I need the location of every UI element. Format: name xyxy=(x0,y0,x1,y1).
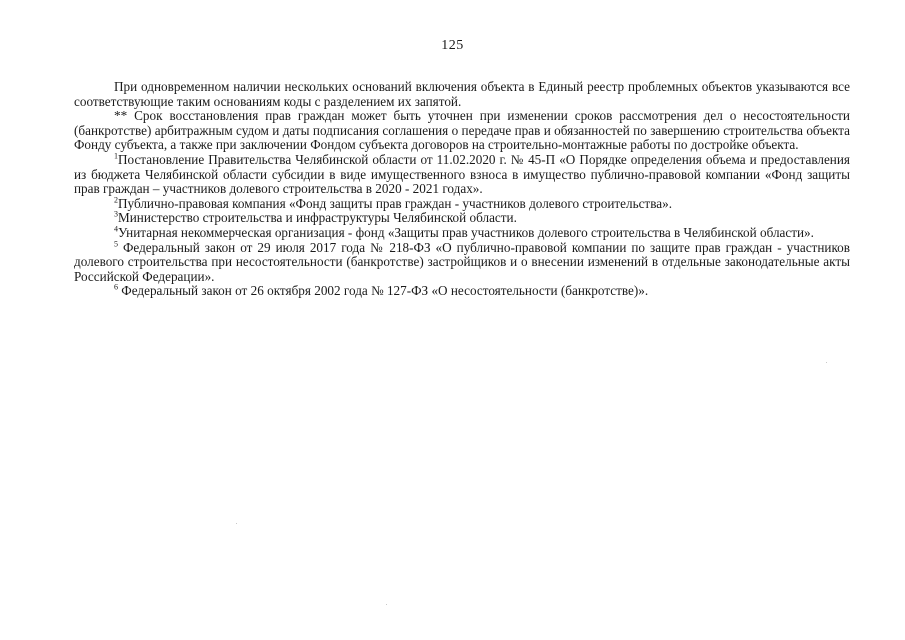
footnote-3 xyxy=(74,211,850,226)
footnote-text: Федеральный закон от 29 июля 2017 года № 218-ФЗ «О публично-правовой компании по защите прав граждан - участников долевого строительства при несостоятельности (банкротстве) застройщиков и о внесении изменений в отдельные законодательные акты Российской Федерации». xyxy=(74,239,850,284)
scan-speck xyxy=(386,604,387,605)
footnote-text: Постановление Правительства Челябинской области от 11.02.2020 г. № 45-П «О Порядке определения объема и предоставления из бюджета Челябинской области субсидии в виде имущественного взноса в имущество публично-правовой компании «Фонд защиты прав граждан – участников долевого строительства в 2020 - 2021 годах». xyxy=(74,151,850,197)
footnotes-block xyxy=(74,80,850,299)
page-number: 125 xyxy=(441,38,464,53)
footnote-text: Министерство строительства и инфраструктуры Челябинской области. xyxy=(118,210,517,226)
footnote-6 xyxy=(74,284,850,299)
paragraph-term-note xyxy=(74,109,850,153)
paragraph-codes-note xyxy=(74,80,850,109)
footnote-4 xyxy=(74,226,850,241)
footnote-5 xyxy=(74,241,850,285)
paragraph-text: ** Срок восстановления прав граждан может быть уточнен при изменении сроков рассмотрения дел о несостоятельности (банкротстве) арбитражным судом и даты подписания соглашения о передаче прав и обязанностей по завершению строительства объекта Фонду субъекта, а также при заключении Фондом субъекта договоров на строительно-монтажные работы по достройке объекта. xyxy=(74,108,850,153)
footnote-marker: 2 xyxy=(114,195,118,205)
footnote-1 xyxy=(74,153,850,197)
footnote-text: Унитарная некоммерческая организация - фонд «Защиты прав участников долевого строительства в Челябинской области». xyxy=(118,224,814,240)
footnote-marker: 6 xyxy=(114,282,118,292)
paragraph-text: При одновременном наличии нескольких оснований включения объекта в Единый реестр проблемных объектов указываются все соответствующие таким основаниям коды с разделением их запятой. xyxy=(74,79,850,109)
footnote-marker: 5 xyxy=(114,239,118,249)
footnote-text: Публично-правовая компания «Фонд защиты прав граждан - участников долевого строительства». xyxy=(118,195,672,211)
footnote-marker: 3 xyxy=(114,209,118,219)
footnote-marker: 4 xyxy=(114,224,118,234)
scan-speck xyxy=(826,362,827,363)
scan-speck xyxy=(236,523,237,524)
footnote-marker: 1 xyxy=(114,151,118,161)
footnote-text: Федеральный закон от 26 октября 2002 года № 127-ФЗ «О несостоятельности (банкротстве)». xyxy=(118,283,649,299)
